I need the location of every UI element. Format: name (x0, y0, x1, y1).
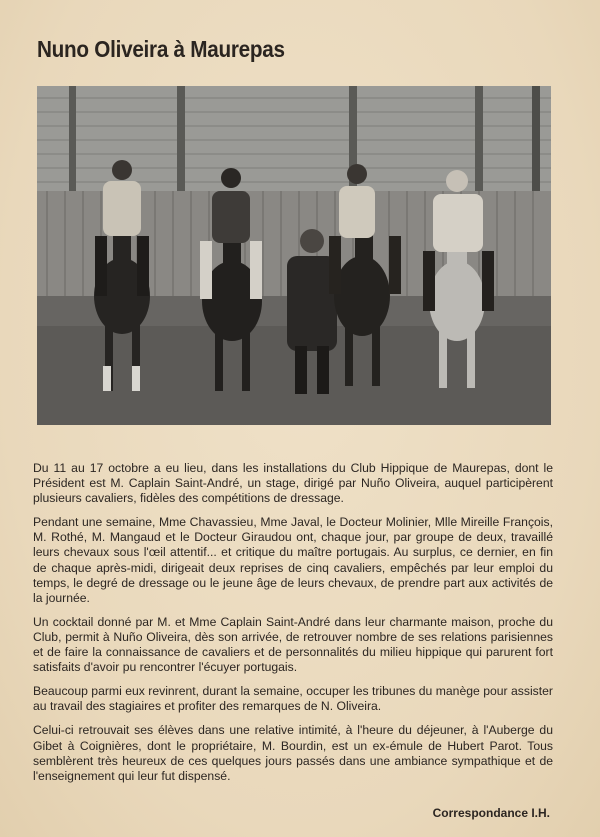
article-title: Nuno Oliveira à Maurepas (37, 36, 285, 62)
article-body (33, 461, 553, 793)
article-paragraph-4: Beaucoup parmi eux revinrent, durant la semaine, occuper les tribunes du manège pour assister au travail des stagiaires et profiter des remarques de N. Oliveira. (33, 684, 553, 714)
article-photo (37, 86, 551, 425)
article-paragraph-2: Pendant une semaine, Mme Chavassieu, Mme Javal, le Docteur Molinier, Mlle Mireille François, M. Rothé, M. Mangaud et le Docteur Giraudou ont, chaque jour, par groupe de deux, travaillé leurs chevaux sous l'œil attentif... et critique du maître portugais. Au surplus, ce dernier, en fin de chaque après-midi, dirigeait deux reprises de cinq cavaliers, empêchés par leur emploi du temps, le degré de dressage ou le jeune âge de leurs chevaux, de prendre part aux activités de la journée. (33, 515, 553, 605)
article-paragraph-5: Celui-ci retrouvait ses élèves dans une relative intimité, à l'heure du déjeuner, à l'Auberge du Gibet à Coignières, dont le propriétaire, M. Bourdin, est un ex-émule de Hubert Parot. Tous semblèrent très heureux de ces quelques jours passés dans une ambiance sympathique et de l'enseignement qui leur fut dispensé. (33, 723, 553, 783)
article-signature: Correspondance I.H. (432, 806, 550, 820)
article-paragraph-1: Du 11 au 17 octobre a eu lieu, dans les installations du Club Hippique de Maurepas, dont le Président est M. Caplain Saint-André, un stage, dirigé par Nuño Oliveira, auquel participèrent plusieurs cavaliers, fidèles des compétitions de dressage. (33, 461, 553, 506)
article-paragraph-3: Un cocktail donné par M. et Mme Caplain Saint-André dans leur charmante maison, proche du Club, permit à Nuño Oliveira, dès son arrivée, de retrouver nombre de ses relations parisiennes et de faire la connaissance de cavaliers et de personnalités du milieu hippique qui parurent fort satisfaits d'avoir pu rencontrer l'écuyer portugais. (33, 614, 553, 675)
